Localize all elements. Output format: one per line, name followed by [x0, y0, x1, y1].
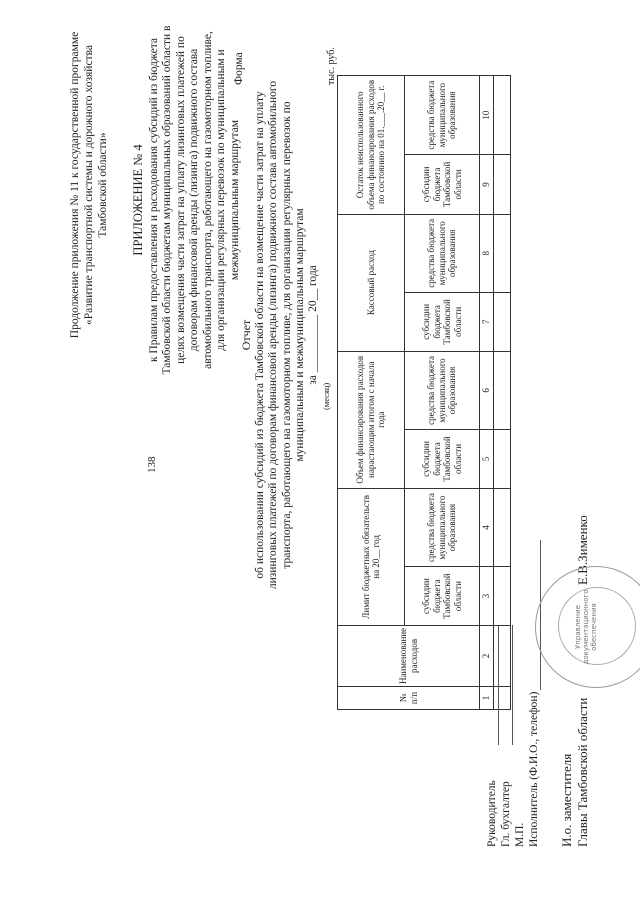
- column-number-row: [480, 76, 494, 710]
- month-hint: (месяц): [321, 382, 331, 410]
- sig-head-label: Руководитель: [486, 780, 498, 847]
- column-number: 10: [480, 76, 494, 155]
- column-number: 1: [480, 687, 494, 710]
- column-number: 5: [480, 430, 494, 489]
- sub-municipal: средства бюджета муниципального образования: [405, 488, 480, 567]
- header-name: Наименование расходов: [338, 625, 480, 686]
- unit-label: тыс. руб.: [326, 47, 337, 85]
- report-period: за __________ 20__ года: [307, 265, 319, 385]
- column-number: 7: [480, 293, 494, 352]
- stamp-text: Управление документационного обеспечения: [574, 589, 598, 665]
- sig-mp-label: М.П.: [514, 822, 526, 847]
- report-header: [240, 75, 308, 595]
- column-number: 9: [480, 155, 494, 214]
- appendix-text: к Правилам предоставления и расходования субсидий из бюджета Тамбовской области бюджетам муниципальных образований области в целях возмещения части затрат на уплату лизинговых платежей по договорам финансовой аренды (лизинга) подвижного состава автомобильного транспорта, работающего на газомоторном топливе, для организации регулярных перевозок по муниципальным и межмуниципальным маршрутам: [147, 25, 241, 375]
- column-number: 6: [480, 351, 494, 430]
- sig-deputy-label: И.о. заместителя: [559, 753, 574, 847]
- header-rest: Остаток неиспользованного объема финансирования расходов по состоянию на 01.___.20__ г.: [338, 76, 405, 215]
- report-table: [337, 75, 511, 710]
- report-text: об использовании субсидий из бюджета Тамбовской области на возмещение части затрат на уплату лизинговых платежей по договорам финансовой аренды (лизинга) подвижного состава автомобильного транспорта, работающего на газомоторном топливе, для организации регулярных перевозок по муниципальным и межмуниципальным маршрутам: [253, 80, 306, 590]
- sig-deputy-org: Главы Тамбовской области: [575, 697, 590, 847]
- column-number: 4: [480, 488, 494, 567]
- continuation-note: Продолжение приложения № 11 к государственной программе «Развитие транспортной системы и дорожного хозяйства Тамбовской области»: [69, 31, 109, 339]
- form-label: Форма: [233, 52, 245, 85]
- sub-regional: субсидии бюджета Тамбовской области: [405, 293, 480, 352]
- column-number: 2: [480, 625, 494, 686]
- column-number: 8: [480, 214, 494, 293]
- table-header-row: [338, 76, 405, 710]
- sig-deputy-name: Е.В.Зименко: [575, 515, 590, 585]
- header-num: № п/п: [338, 687, 480, 710]
- column-number: 3: [480, 567, 494, 626]
- report-title: Отчет: [239, 319, 253, 351]
- sub-municipal: средства бюджета муниципального образования: [405, 76, 480, 155]
- appendix-block: [132, 25, 242, 375]
- sig-accountant-label: Гл. бухгалтер: [500, 781, 512, 847]
- sub-regional: субсидии бюджета Тамбовской области: [405, 567, 480, 626]
- appendix-title: ПРИЛОЖЕНИЕ № 4: [131, 144, 145, 256]
- header-volume: Объем финансирования расходов нарастающим итогом с начала года: [338, 351, 405, 488]
- table-subheader-row: [405, 76, 480, 710]
- header-limit: Лимит бюджетных обязательств на 20__ год: [338, 488, 405, 625]
- sig-accountant-line: [512, 625, 513, 745]
- sub-regional: субсидии бюджета Тамбовской области: [405, 430, 480, 489]
- table-row: [493, 76, 510, 710]
- sub-municipal: средства бюджета муниципального образования: [405, 214, 480, 293]
- sig-executor-label: Исполнитель (Ф.И.О., телефон): [528, 691, 540, 847]
- sub-municipal: средства бюджета муниципального образования: [405, 351, 480, 430]
- sig-head-line: [498, 625, 499, 745]
- official-stamp: [535, 566, 640, 688]
- page-number: 138: [146, 456, 158, 473]
- sub-regional: субсидии бюджета Тамбовской области: [405, 155, 480, 214]
- header-cash: Кассовый расход: [338, 214, 405, 351]
